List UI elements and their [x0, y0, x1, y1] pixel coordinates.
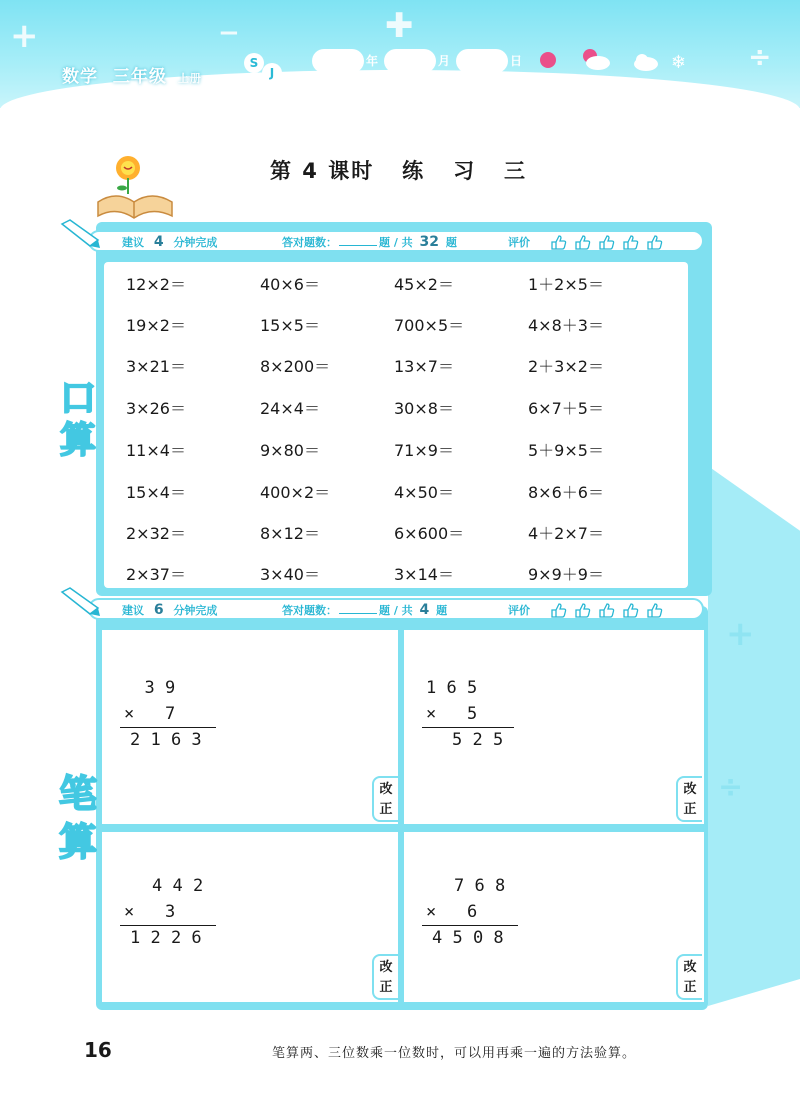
- correction-tab[interactable]: 改 正: [676, 954, 702, 1000]
- written-calc-label: 笔 算: [58, 772, 97, 864]
- written-calc-strip: [88, 598, 704, 620]
- day-label: 日: [510, 54, 523, 68]
- mental-math-label: 口 算: [59, 378, 96, 461]
- subject: 数学: [62, 67, 98, 87]
- rating-thumbs: [548, 233, 668, 251]
- table-row: [104, 438, 688, 464]
- thumbs-up-icon[interactable]: [548, 233, 668, 251]
- flower-icon: [116, 156, 140, 194]
- lesson-title: 第 4 课时 练 习 三: [270, 159, 528, 183]
- result-line: [422, 727, 514, 728]
- oral-problem: 19×2＝: [126, 316, 186, 335]
- oral-problem: 6×600＝: [394, 524, 465, 543]
- oral-problem: 11×4＝: [126, 441, 186, 460]
- calc-problem-2: [404, 630, 704, 824]
- correct-count-blank[interactable]: [339, 613, 377, 614]
- multiplier-row: × 3: [124, 902, 176, 922]
- calc-problem-3: [102, 832, 398, 1002]
- oral-problem: 6×7＋5＝: [528, 399, 604, 418]
- multiplicand: 4 4 2: [152, 876, 204, 896]
- oral-problem: 8×200＝: [260, 357, 331, 376]
- footer-tip: 笔算两、三位数乘一位数时，可以用再乘一遍的方法验算。: [272, 1046, 637, 1061]
- oral-problem: 2×37＝: [126, 565, 186, 584]
- divide-deco-icon: ÷: [718, 770, 744, 805]
- divide-deco-icon: ÷: [748, 40, 772, 73]
- oral-problem: 30×8＝: [394, 399, 454, 418]
- calc-problem-4: [404, 832, 704, 1002]
- oral-problem: 15×4＝: [126, 483, 186, 502]
- oral-problem: 3×21＝: [126, 357, 186, 376]
- oral-problem: 3×26＝: [126, 399, 186, 418]
- oral-problem: 3×40＝: [260, 565, 320, 584]
- multiplicand: 3 9: [124, 678, 176, 698]
- score-tracker: 答对题数： 题 / 共 32 题: [282, 234, 457, 250]
- correct-count-blank[interactable]: [339, 245, 377, 246]
- rating-thumbs: [548, 601, 668, 619]
- mental-math-panel: [104, 262, 688, 588]
- page-number: 16: [84, 1038, 112, 1062]
- cloud-icon: [634, 54, 658, 71]
- oral-problem: 4×8＋3＝: [528, 316, 604, 335]
- plus-deco-icon: ✚: [385, 6, 414, 46]
- pencil-icon: [60, 218, 100, 248]
- snowflake-icon: ❄: [670, 52, 686, 73]
- badge-letter-j: J: [262, 63, 282, 83]
- oral-problem: 8×6＋6＝: [528, 483, 604, 502]
- year-label: 年: [366, 54, 379, 68]
- open-book-icon: [94, 150, 176, 224]
- oral-problem: 8×12＝: [260, 524, 320, 543]
- multiplicand: 7 6 8: [454, 876, 506, 896]
- right-decoration: [708, 466, 800, 1006]
- table-row: [104, 272, 688, 298]
- multiplier-row: × 7: [124, 704, 176, 724]
- oral-problem: 45×2＝: [394, 275, 454, 294]
- oral-problem: 400×2＝: [260, 483, 331, 502]
- oral-problem: 4＋2×7＝: [528, 524, 604, 543]
- correction-tab[interactable]: 改 正: [372, 776, 398, 822]
- oral-problem: 13×7＝: [394, 357, 454, 376]
- day-field[interactable]: [456, 49, 508, 73]
- table-row: [104, 562, 688, 588]
- table-row: [104, 396, 688, 422]
- product: 5 2 5: [452, 730, 504, 750]
- score-tracker: 答对题数： 题 / 共 4 题: [282, 602, 448, 618]
- minus-deco-icon: −: [218, 18, 240, 48]
- header-brand: [62, 62, 202, 87]
- oral-problem: 9×80＝: [260, 441, 320, 460]
- weather-icons: [536, 48, 686, 78]
- oral-problem: 5＋9×5＝: [528, 441, 604, 460]
- sun-icon: [540, 52, 556, 68]
- month-field[interactable]: [384, 49, 436, 73]
- oral-problem: 700×5＝: [394, 316, 465, 335]
- badge-letter-s: S: [244, 53, 264, 73]
- month-label: 月: [438, 54, 451, 68]
- year-field[interactable]: [312, 49, 364, 73]
- oral-problem: 15×5＝: [260, 316, 320, 335]
- oral-problem: 2×32＝: [126, 524, 186, 543]
- rating-label: 评价: [508, 236, 530, 249]
- table-row: [104, 313, 688, 339]
- grade: 三年级: [112, 67, 167, 87]
- sj-badge: [244, 53, 284, 85]
- table-row: [104, 521, 688, 547]
- correction-tab[interactable]: 改 正: [676, 776, 702, 822]
- rating-label: 评价: [508, 604, 530, 617]
- multiplier-row: × 5: [426, 704, 478, 724]
- product: 4 5 0 8: [432, 928, 504, 948]
- result-line: [422, 925, 518, 926]
- multiplier-row: × 6: [426, 902, 478, 922]
- pencil-icon: [60, 586, 100, 616]
- time-suggestion: 建议 4 分钟完成: [122, 234, 218, 250]
- correction-tab[interactable]: 改 正: [372, 954, 398, 1000]
- result-line: [120, 925, 216, 926]
- oral-problem: 12×2＝: [126, 275, 186, 294]
- plus-deco-icon: +: [726, 614, 755, 654]
- oral-problem: 9×9＋9＝: [528, 565, 604, 584]
- product: 2 1 6 3: [130, 730, 202, 750]
- oral-problem: 4×50＝: [394, 483, 454, 502]
- result-line: [120, 727, 216, 728]
- multiplicand: 1 6 5: [426, 678, 478, 698]
- oral-problem: 2＋3×2＝: [528, 357, 604, 376]
- oral-problem: 1＋2×5＝: [528, 275, 604, 294]
- table-row: [104, 354, 688, 380]
- table-row: [104, 480, 688, 506]
- plus-deco-icon: +: [10, 16, 39, 56]
- volume: 上册: [177, 72, 202, 85]
- oral-problem: 24×4＝: [260, 399, 320, 418]
- oral-problem: 71×9＝: [394, 441, 454, 460]
- sun-cloud-icon: [583, 49, 610, 70]
- oral-problem: 3×14＝: [394, 565, 454, 584]
- thumbs-up-icon[interactable]: [548, 601, 668, 619]
- product: 1 2 2 6: [130, 928, 202, 948]
- time-suggestion: 建议 6 分钟完成: [122, 602, 218, 618]
- mental-math-strip: [88, 230, 704, 252]
- oral-problem: 40×6＝: [260, 275, 320, 294]
- calc-problem-1: [102, 630, 398, 824]
